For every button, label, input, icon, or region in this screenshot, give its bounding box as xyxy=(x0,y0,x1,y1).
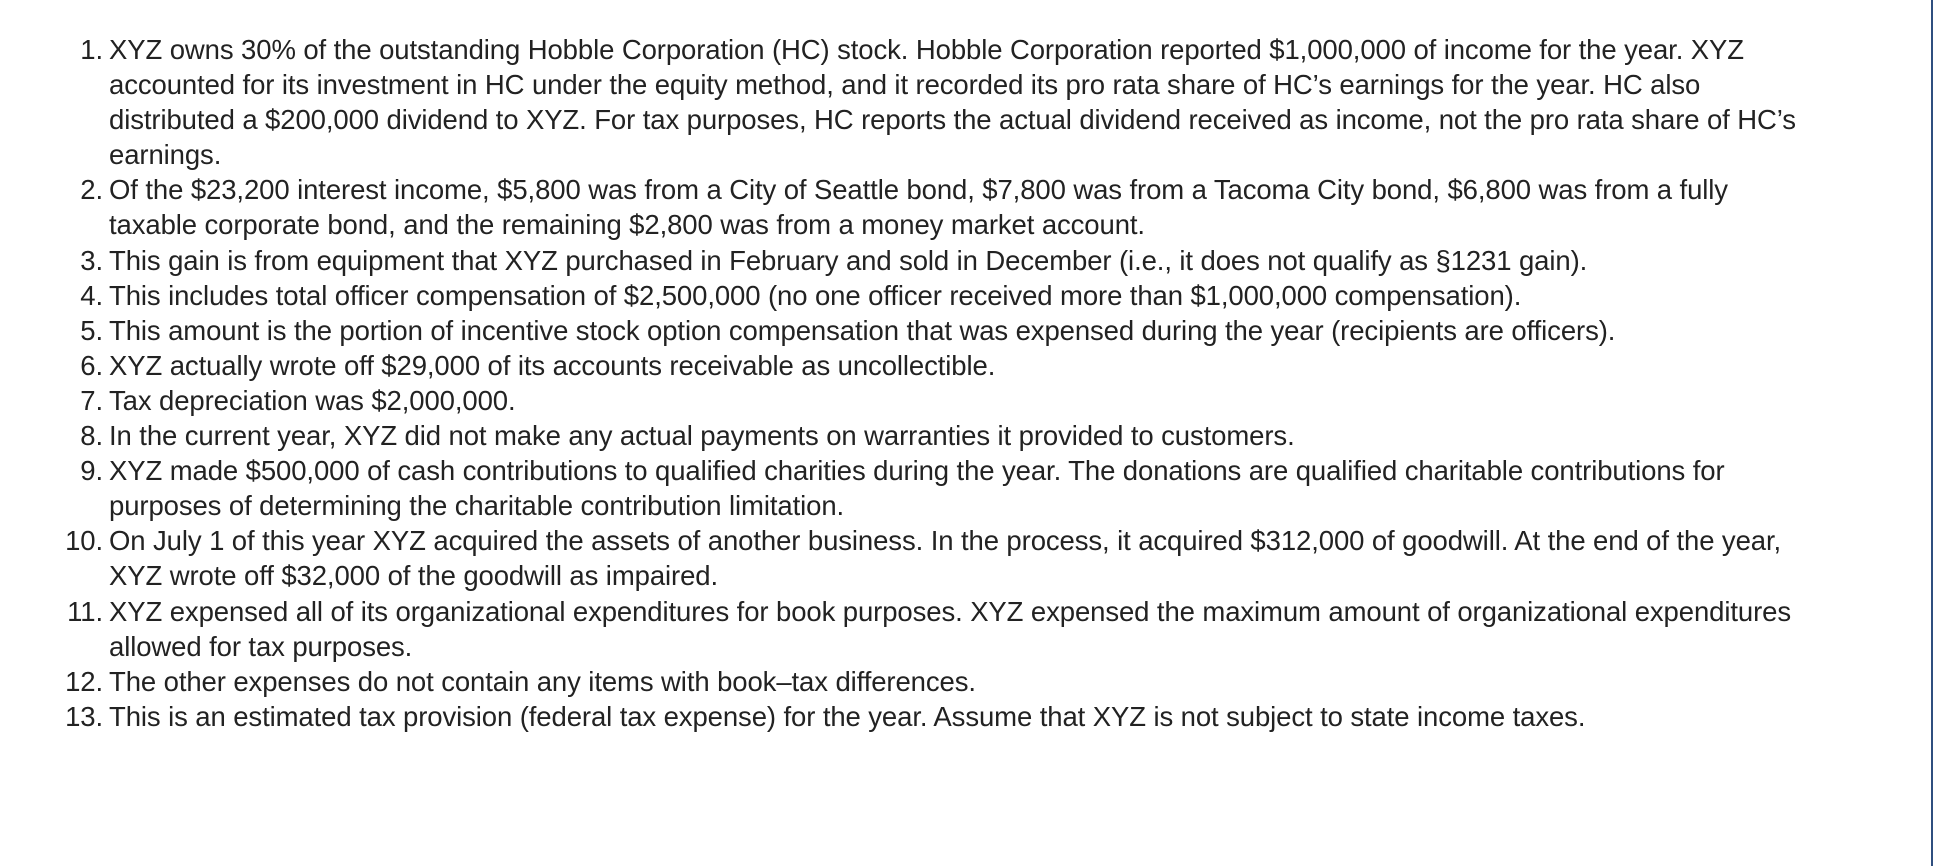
note-text: Of the $23,200 interest income, $5,800 was from a City of Seattle bond, $7,800 was from a Tacoma City bond, $6,800 was from a fully taxable corporate bond, and the remaining $2,800 was from a money market account. xyxy=(109,174,1728,241)
note-number: 6. xyxy=(80,349,103,381)
list-item xyxy=(0,172,1860,242)
note-number: 3. xyxy=(80,244,103,276)
note-text: XYZ made $500,000 of cash contributions to qualified charities during the year. The donations are qualified charitable contributions for purposes of determining the charitable contribution limitation. xyxy=(109,455,1725,522)
note-number: 7. xyxy=(80,384,103,416)
note-number: 8. xyxy=(80,420,103,452)
notes-container xyxy=(0,32,1860,734)
note-number: 13. xyxy=(65,700,103,732)
note-text: XYZ owns 30% of the outstanding Hobble Corporation (HC) stock. Hobble Corporation reported $1,000,000 of income for the year. XYZ accounted for its investment in HC under the equity method, and it recorded its pro rata share of HC’s earnings for the year. HC also distributed a $200,000 dividend to XYZ. For tax purposes, HC reports the actual dividend received as income, not the pro rata share of HC’s earnings. xyxy=(109,34,1796,171)
list-item xyxy=(0,594,1860,664)
note-text: This gain is from equipment that XYZ purchased in February and sold in December (i.e., it does not qualify as §1231 gain). xyxy=(109,244,1588,276)
note-number: 2. xyxy=(80,174,103,206)
list-item xyxy=(0,699,1860,734)
note-text: In the current year, XYZ did not make any actual payments on warranties it provided to customers. xyxy=(109,420,1295,452)
note-text: This includes total officer compensation of $2,500,000 (no one officer received more than $1,000,000 compensation). xyxy=(109,279,1522,311)
list-item xyxy=(0,383,1860,418)
list-item xyxy=(0,523,1860,593)
note-text: XYZ expensed all of its organizational expenditures for book purposes. XYZ expensed the maximum amount of organizational expenditures allowed for tax purposes. xyxy=(109,595,1791,662)
note-text: On July 1 of this year XYZ acquired the assets of another business. In the process, it acquired $312,000 of goodwill. At the end of the year, XYZ wrote off $32,000 of the goodwill as impaired. xyxy=(109,525,1782,592)
list-item xyxy=(0,243,1860,278)
list-item xyxy=(0,313,1860,348)
list-item xyxy=(0,32,1860,172)
note-text: This amount is the portion of incentive stock option compensation that was expensed during the year (recipients are officers). xyxy=(109,314,1616,346)
note-text: This is an estimated tax provision (federal tax expense) for the year. Assume that XYZ is not subject to state income taxes. xyxy=(109,700,1586,732)
note-text: Tax depreciation was $2,000,000. xyxy=(109,384,516,416)
note-number: 5. xyxy=(80,314,103,346)
list-item xyxy=(0,348,1860,383)
note-text: The other expenses do not contain any items with book–tax differences. xyxy=(109,665,976,697)
list-item xyxy=(0,664,1860,699)
note-number: 12. xyxy=(65,665,103,697)
note-number: 1. xyxy=(80,34,103,65)
right-border-line xyxy=(1931,0,1933,866)
list-item xyxy=(0,278,1860,313)
note-number: 11. xyxy=(67,595,103,627)
note-text: XYZ actually wrote off $29,000 of its accounts receivable as uncollectible. xyxy=(109,349,996,381)
list-item xyxy=(0,453,1860,523)
list-item xyxy=(0,418,1860,453)
note-number: 10. xyxy=(65,525,103,557)
notes-list xyxy=(0,32,1860,734)
note-number: 9. xyxy=(80,455,103,487)
note-number: 4. xyxy=(80,279,103,311)
